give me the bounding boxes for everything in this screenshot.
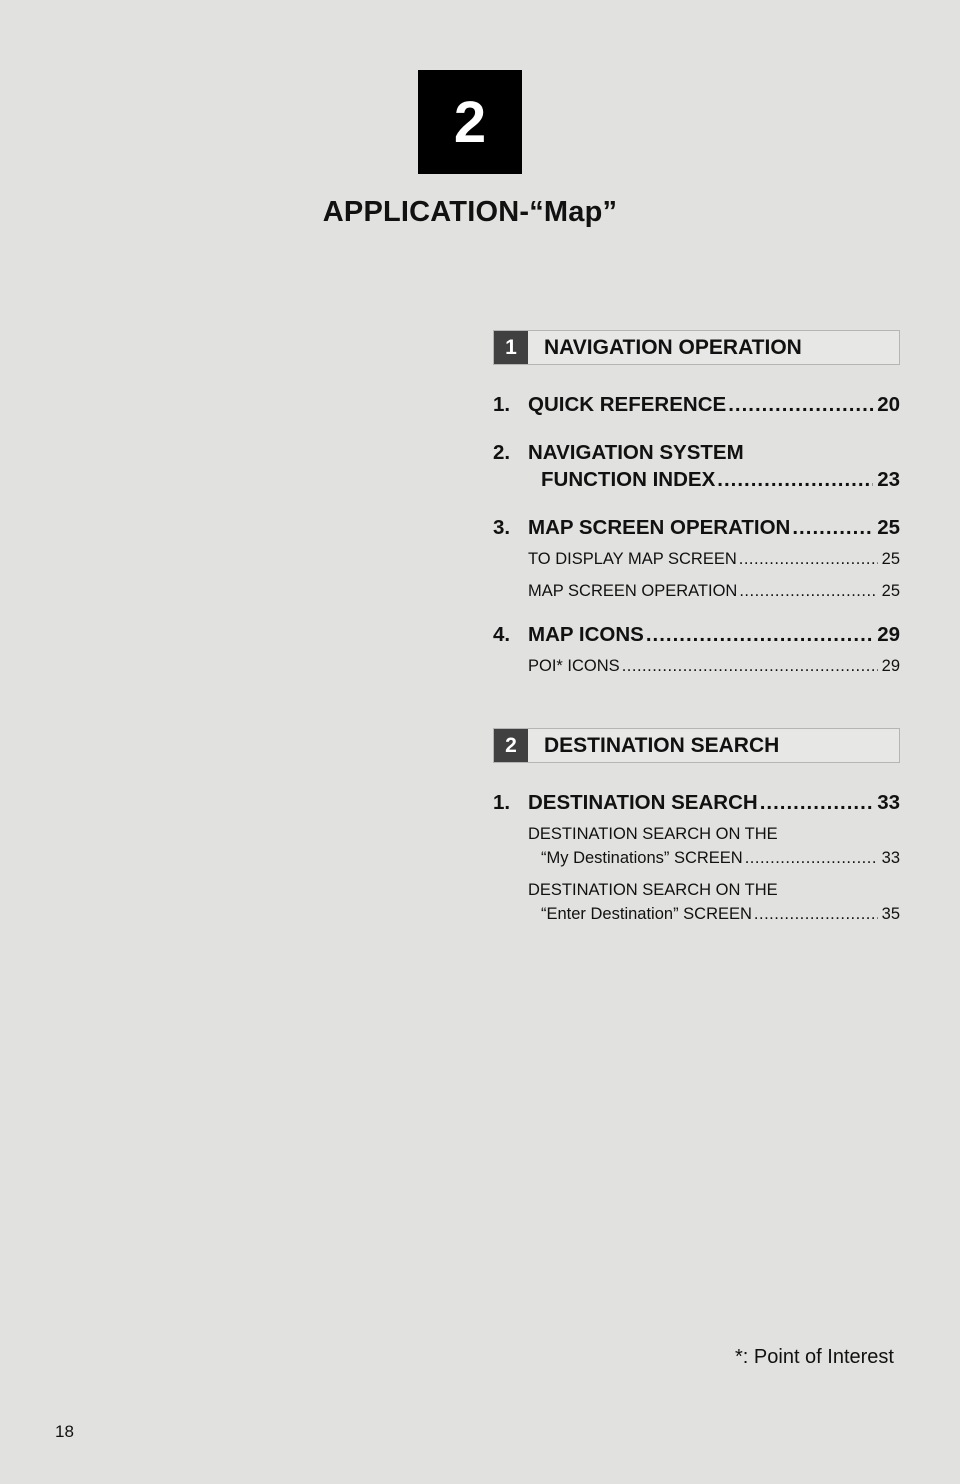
- subentry-title-continued: “My Destinations” SCREEN: [541, 849, 743, 867]
- toc-section-navigation-operation: [493, 330, 900, 678]
- entry-page: 29: [877, 623, 900, 646]
- entry-number: 1.: [493, 393, 511, 416]
- toc-subentry-enter-destination[interactable]: [528, 878, 900, 926]
- entry-title: NAVIGATION SYSTEM: [528, 441, 744, 464]
- entry-page: 25: [877, 516, 900, 539]
- section-number: 1: [494, 331, 528, 364]
- section-title: DESTINATION SEARCH: [544, 733, 780, 757]
- leader-dots: [728, 391, 873, 418]
- subentry-page: 33: [881, 849, 900, 867]
- entry-page: 20: [877, 393, 900, 416]
- subentry-page: 25: [881, 582, 900, 600]
- chapter-title: APPLICATION-“Map”: [322, 196, 618, 228]
- leader-dots: [792, 514, 873, 541]
- toc-section-destination-search: [493, 728, 900, 926]
- entry-title: DESTINATION SEARCH: [528, 791, 758, 814]
- entry-page: 23: [877, 468, 900, 491]
- subentry-title: TO DISPLAY MAP SCREEN: [528, 550, 737, 568]
- leader-dots: [760, 789, 874, 816]
- toc-subentry-poi-icons[interactable]: [528, 654, 900, 678]
- entry-title: MAP ICONS: [528, 623, 644, 646]
- leader-dots: [739, 547, 878, 571]
- section-header: [493, 728, 900, 763]
- entry-title: QUICK REFERENCE: [528, 393, 727, 416]
- toc-entry-function-index[interactable]: [493, 439, 900, 493]
- toc-subentry-my-destinations[interactable]: [528, 822, 900, 870]
- subentry-title: MAP SCREEN OPERATION: [528, 582, 738, 600]
- subentry-title: DESTINATION SEARCH ON THE: [528, 881, 778, 899]
- chapter-number: 2: [453, 89, 487, 155]
- entry-number: 2.: [493, 441, 511, 464]
- toc-entry-map-screen-operation[interactable]: [493, 514, 900, 541]
- page-number: 18: [55, 1422, 74, 1441]
- leader-dots: [646, 621, 873, 648]
- subentry-page: 35: [881, 905, 900, 923]
- entry-number: 3.: [493, 516, 511, 539]
- section-number: 2: [494, 729, 528, 762]
- subentry-title: POI* ICONS: [528, 657, 620, 675]
- leader-dots: [745, 846, 878, 870]
- entry-number: 4.: [493, 623, 511, 646]
- footnote: *: Point of Interest: [735, 1346, 894, 1368]
- toc-entry-quick-reference[interactable]: [493, 391, 900, 418]
- toc-subentry-to-display-map-screen[interactable]: [528, 547, 900, 571]
- toc-entry-map-icons[interactable]: [493, 621, 900, 648]
- entry-number: 1.: [493, 791, 511, 814]
- toc-subentry-map-screen-operation[interactable]: [528, 579, 900, 603]
- chapter-number-box: [418, 70, 522, 174]
- toc-subentries: [493, 547, 900, 603]
- entry-title: MAP SCREEN OPERATION: [528, 516, 791, 539]
- section-header: [493, 330, 900, 365]
- subentry-title-continued: “Enter Destination” SCREEN: [541, 905, 752, 923]
- subentry-page: 29: [881, 657, 900, 675]
- subentry-title: DESTINATION SEARCH ON THE: [528, 825, 778, 843]
- entry-page: 33: [877, 791, 900, 814]
- leader-dots: [717, 466, 873, 493]
- toc-subentries: [493, 822, 900, 926]
- leader-dots: [739, 579, 877, 603]
- toc-entry-destination-search[interactable]: [493, 789, 900, 816]
- entry-title-continued: FUNCTION INDEX: [541, 468, 716, 491]
- section-title: NAVIGATION OPERATION: [544, 335, 802, 359]
- toc-subentries: [493, 654, 900, 678]
- leader-dots: [754, 902, 878, 926]
- subentry-page: 25: [881, 550, 900, 568]
- leader-dots: [622, 654, 878, 678]
